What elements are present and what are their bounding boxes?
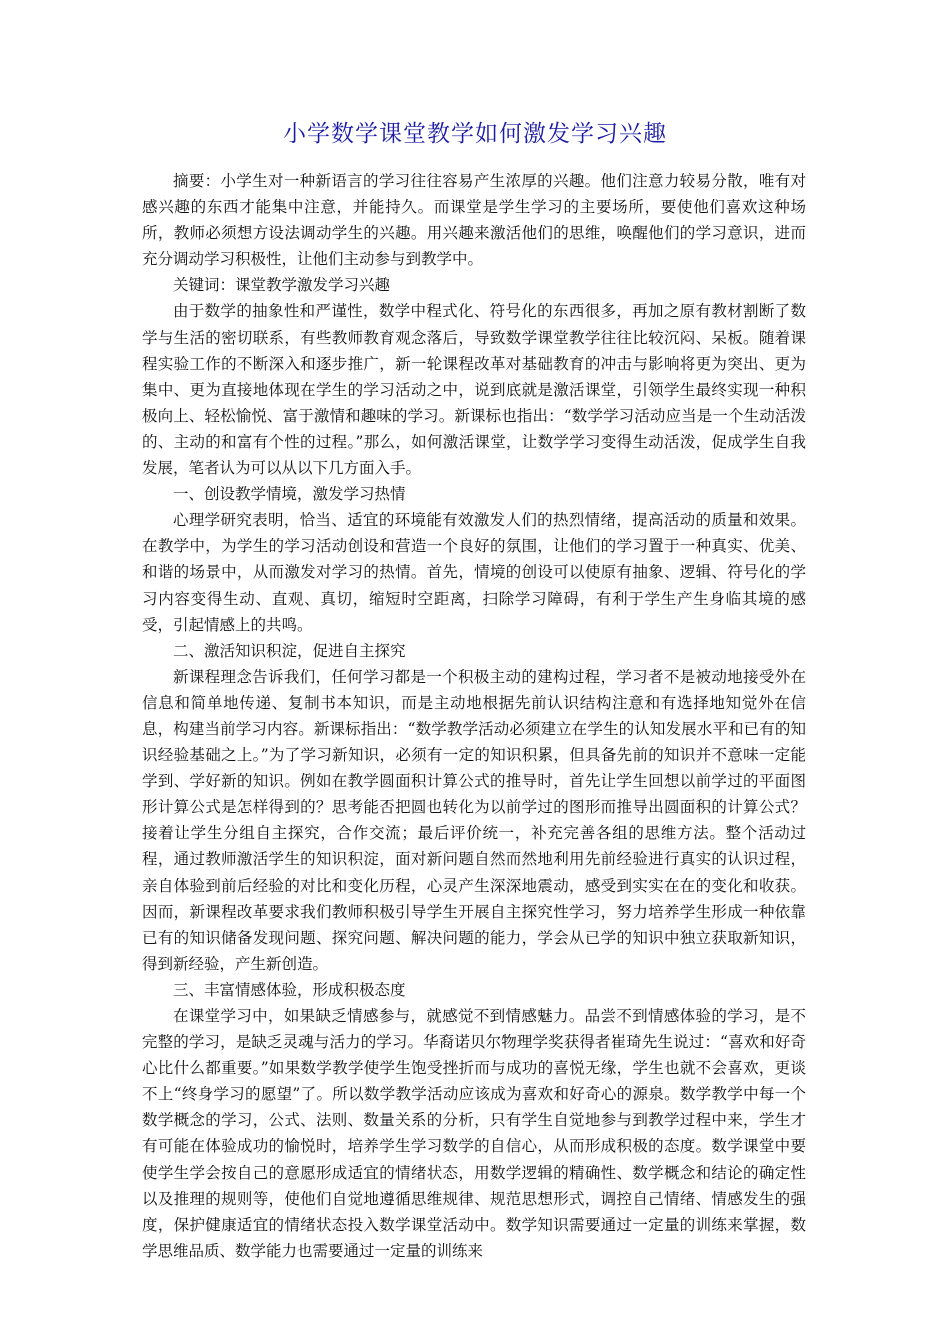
section-paragraph-2: 新课程理念告诉我们，任何学习都是一个积极主动的建构过程，学习者不是被动地接受外在信息和简单地传递、复制书本知识，而是主动地根据先前认识结构注意和有选择地知觉外在信息，构建当前学习内容。新课标指出：“数学教学活动必须建立在学生的认知发展水平和已有的知识经验基础之上。”为了学习新知识，必须有一定的知识积累，但具备先前的知识并不意味一定能学到、学好新的知识。例如在教学圆面积计算公式的推导时，首先让学生回想以前学过的平面图形计算公式是怎样得到的？思考能否把圆也转化为以前学过的图形而推导出圆面积的计算公式？接着让学生分组自主探究，合作交流；最后评价统一，补充完善各组的思维方法。整个活动过程，通过教师激活学生的知识积淀，面对新问题自然而然地利用先前经验进行真实的认识过程，亲自体验到前后经验的对比和变化历程，心灵产生深深地震动，感受到实实在在的变化和收获。因而，新课程改革要求我们教师积极引导学生开展自主探究性学习，努力培养学生形成一种依靠已有的知识储备发现问题、探究问题、解决问题的能力，学会从已学的知识中独立获取新知识，得到新经验，产生新创造。 [142,667,806,973]
section-paragraph-1: 心理学研究表明，恰当、适宜的环境能有效激发人们的热烈情绪，提高活动的质量和效果。在教学中，为学生的学习活动创设和营造一个良好的氛围，让他们的学习置于一种真实、优美、和谐的场景中，从而激发对学习的热情。首先，情境的创设可以使原有抽象、逻辑、符号化的学习内容变得生动、直观、真切，缩短时空距离，扫除学习障碍，有利于学生产生身临其境的感受，引起情感上的共鸣。 [142,511,806,634]
keywords-paragraph: 关键词：课堂教学激发学习兴趣 [173,276,391,295]
section-heading-2: 二、激活知识积淀，促进自主探究 [173,641,406,660]
section-heading-3: 三、丰富情感体验，形成积极态度 [173,980,406,999]
document-title: 小学数学课堂教学如何激发学习兴趣 [283,121,667,147]
document-body [142,168,806,1264]
abstract-paragraph: 摘要：小学生对一种新语言的学习往往容易产生浓厚的兴趣。他们注意力较易分散，唯有对感兴趣的东西才能集中注意，并能持久。而课堂是学生学习的主要场所，要使他们喜欢这种场所，教师必须想方设法调动学生的兴趣。用兴趣来激活他们的思维，唤醒他们的学习意识，进而充分调动学习积极性，让他们主动参与到教学中。 [142,172,806,269]
section-paragraph-3: 在课堂学习中，如果缺乏情感参与，就感觉不到情感魅力。品尝不到情感体验的学习，是不完整的学习，是缺乏灵魂与活力的学习。华裔诺贝尔物理学奖获得者崔琦先生说过：“喜欢和好奇心比什么都重要。”如果数学教学使学生饱受挫折而与成功的喜悦无缘，学生也就不会喜欢，更谈不上“终身学习的愿望”了。所以数学教学活动应该成为喜欢和好奇心的源泉。数学教学中每一个数学概念的学习，公式、法则、数量关系的分析，只有学生自觉地参与到教学过程中来，学生才有可能在体验成功的愉悦时，培养学生学习数学的自信心，从而形成积极的态度。数学课堂中要使学生学会按自己的意愿形成适宜的情绪状态，用数学逻辑的精确性、数学概念和结论的确定性以及推理的规则等，使他们自觉地遵循思维规律、规范思想形式，调控自己情绪、情感发生的强度，保护健康适宜的情绪状态投入数学课堂活动中。数学知识需要通过一定量的训练来掌握，数学思维品质、数学能力也需要通过一定量的训练来 [142,1007,806,1260]
intro-paragraph: 由于数学的抽象性和严谨性，数学中程式化、符号化的东西很多，再加之原有教材割断了数学与生活的密切联系，有些教师教育观念落后，导致数学课堂教学往往比较沉闷、呆板。随着课程实验工作的不断深入和逐步推广，新一轮课程改革对基础教育的冲击与影响将更为突出、更为集中、更为直接地体现在学生的学习活动之中，说到底就是激活课堂，引领学生最终实现一种积极向上、轻松愉悦、富于激情和趣味的学习。新课标也指出：“数学学习活动应当是一个生动活泼的、主动的和富有个性的过程。”那么，如何激活课堂，让数学学习变得生动活泼，促成学生自我发展，笔者认为可以从以下几方面入手。 [142,302,806,478]
section-heading-1: 一、创设教学情境，激发学习热情 [173,485,406,504]
